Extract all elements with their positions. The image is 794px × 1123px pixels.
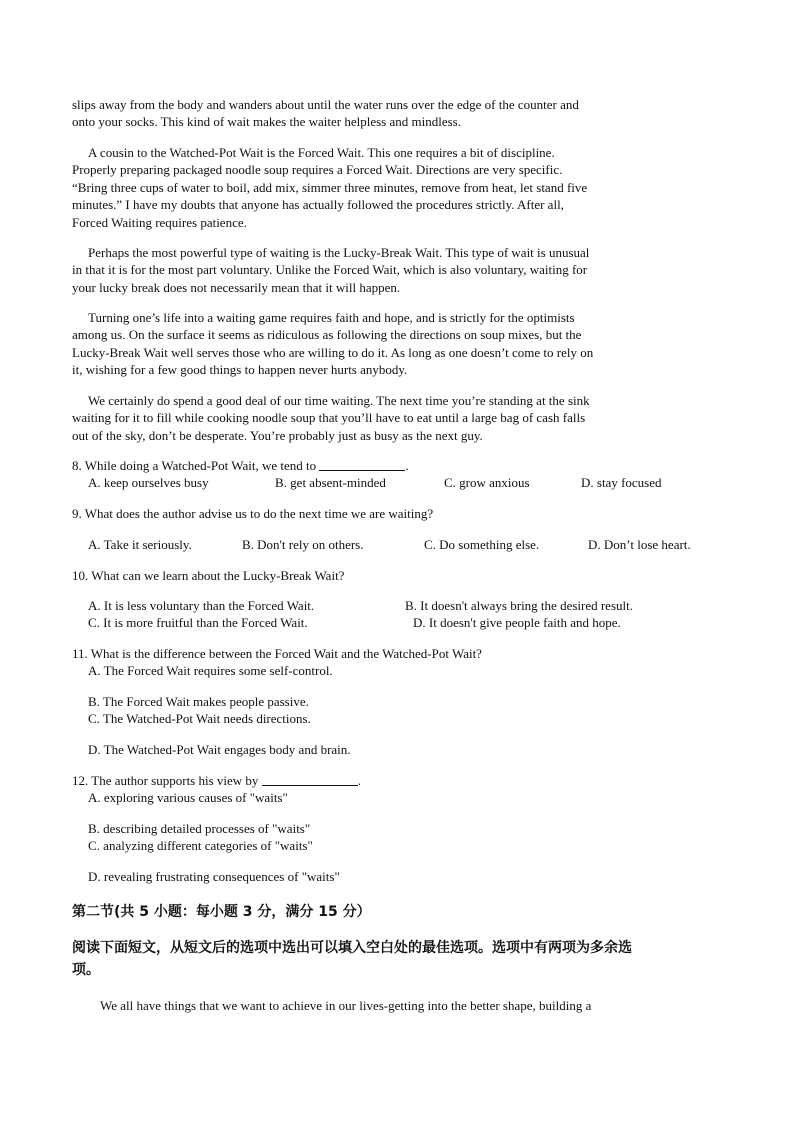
question-stem: 11. What is the difference between the Forced Wait and the Watched-Pot Wait? xyxy=(72,646,482,661)
question-11 xyxy=(72,645,732,680)
question-stem xyxy=(72,457,732,474)
paragraph-forced-wait xyxy=(72,144,732,231)
text-line: onto your socks. This kind of wait makes the waiter helpless and mindless. xyxy=(72,114,461,130)
question-stem: 9. What does the author advise us to do the next time we are waiting? xyxy=(72,506,434,521)
instruction-line: 项。 xyxy=(72,962,100,978)
question-10-options xyxy=(72,597,732,632)
option-c: C. The Watched-Pot Wait needs directions. xyxy=(88,711,311,727)
option-a: A. Take it seriously. xyxy=(88,537,192,552)
text-line: “Bring three cups of water to boil, add mix, simmer three minutes, remove from heat, let stand five xyxy=(72,179,588,195)
instruction-line: 阅读下面短文，从短文后的选项中选出可以填入空白处的最佳选项。选项中有两项为多余选 xyxy=(72,940,632,956)
paragraph-turning xyxy=(72,309,732,379)
text-line: minutes.” I have my doubts that anyone has actually followed the procedures strictly. After all, xyxy=(72,197,564,213)
text-line: slips away from the body and wanders about until the water runs over the edge of the counter and xyxy=(72,97,579,112)
question-11-options xyxy=(72,693,732,728)
option-b: B. get absent-minded xyxy=(275,475,386,491)
option-d: D. Don’t lose heart. xyxy=(588,537,691,552)
option-b: B. The Forced Wait makes people passive. xyxy=(88,694,309,709)
paragraph-certainly xyxy=(72,392,732,444)
answer-blank xyxy=(319,457,405,471)
option-a: A. exploring various causes of "waits" xyxy=(88,790,288,806)
option-c: C. It is more fruitful than the Forced Wait. xyxy=(88,615,308,631)
stem-tail: . xyxy=(357,773,361,788)
text-line: among us. On the surface it seems as ridiculous as following the directions on soup mixes, but the xyxy=(72,327,582,343)
question-stem: 10. What can we learn about the Lucky-Break Wait? xyxy=(72,568,345,583)
text-line: out of the sky, don’t be desperate. You’re probably just as busy as the next guy. xyxy=(72,427,483,443)
question-stem xyxy=(72,772,732,789)
question-12-options xyxy=(72,820,732,855)
text-line: waiting for it to fill while cooking noodle soup that you’ll have to eat until a large bag of cash falls xyxy=(72,410,586,426)
text-line: Perhaps the most powerful type of waiting is the Lucky-Break Wait. This type of wait is unusual xyxy=(88,245,590,260)
option-b: B. describing detailed processes of "waits" xyxy=(88,821,311,836)
option-c: C. grow anxious xyxy=(444,475,530,491)
text-line: in that it is for the most part voluntary. Unlike the Forced Wait, which is also voluntary, waiting for xyxy=(72,262,588,278)
question-12 xyxy=(72,772,732,807)
option-d: D. revealing frustrating consequences of "waits" xyxy=(88,869,340,884)
question-12-option-d xyxy=(72,868,732,885)
text-line: Lucky-Break Wait well serves those who are willing to do it. As long as one doesn’t come to rely on xyxy=(72,344,594,360)
options-row xyxy=(72,614,732,631)
option-d: D. It doesn't give people faith and hope. xyxy=(413,615,621,631)
option-b: B. It doesn't always bring the desired result. xyxy=(405,598,633,613)
text-line: it, wishing for a few good things to happen never hurts anybody. xyxy=(72,362,408,378)
question-9 xyxy=(72,505,732,522)
option-c: C. Do something else. xyxy=(424,537,540,552)
passage-start xyxy=(72,997,732,1014)
question-8 xyxy=(72,457,732,492)
text-line: Properly preparing packaged noodle soup requires a Forced Wait. Directions are very specific. xyxy=(72,162,563,178)
stem-text: 8. While doing a Watched-Pot Wait, we tend to xyxy=(72,458,317,473)
option-a: A. keep ourselves busy xyxy=(88,475,209,491)
option-c: C. analyzing different categories of "waits" xyxy=(88,838,313,854)
option-d: D. The Watched-Pot Wait engages body and brain. xyxy=(88,742,351,757)
option-a: A. The Forced Wait requires some self-control. xyxy=(88,663,333,679)
text-line: Forced Waiting requires patience. xyxy=(72,214,247,230)
stem-text: 12. The author supports his view by xyxy=(72,773,259,788)
options-row xyxy=(72,474,732,491)
text-line: We all have things that we want to achieve in our lives-getting into the better shape, building a xyxy=(100,998,592,1013)
passage-tail xyxy=(72,96,732,131)
text-line: your lucky break does not necessarily mean that it will happen. xyxy=(72,279,401,295)
paragraph-lucky-break xyxy=(72,244,732,296)
question-10 xyxy=(72,567,732,584)
option-b: B. Don't rely on others. xyxy=(242,537,364,552)
option-a: A. It is less voluntary than the Forced Wait. xyxy=(88,598,315,613)
text-line: We certainly do spend a good deal of our time waiting. The next time you’re standing at the sink xyxy=(88,393,590,408)
question-9-options xyxy=(72,536,732,553)
options-row xyxy=(72,536,732,553)
options-row xyxy=(72,597,732,614)
text-line: Turning one’s life into a waiting game requires faith and hope, and is strictly for the optimists xyxy=(88,310,575,325)
text-line: A cousin to the Watched-Pot Wait is the Forced Wait. This one requires a bit of discipline. xyxy=(88,145,555,160)
stem-tail: . xyxy=(405,458,409,473)
section-title: 第二节(共 5 小题：每小题 3 分，满分 15 分） xyxy=(72,904,371,920)
answer-blank xyxy=(262,772,358,786)
section-heading xyxy=(72,902,732,922)
question-11-option-d xyxy=(72,741,732,758)
section-instruction xyxy=(72,937,732,981)
option-d: D. stay focused xyxy=(581,475,662,491)
